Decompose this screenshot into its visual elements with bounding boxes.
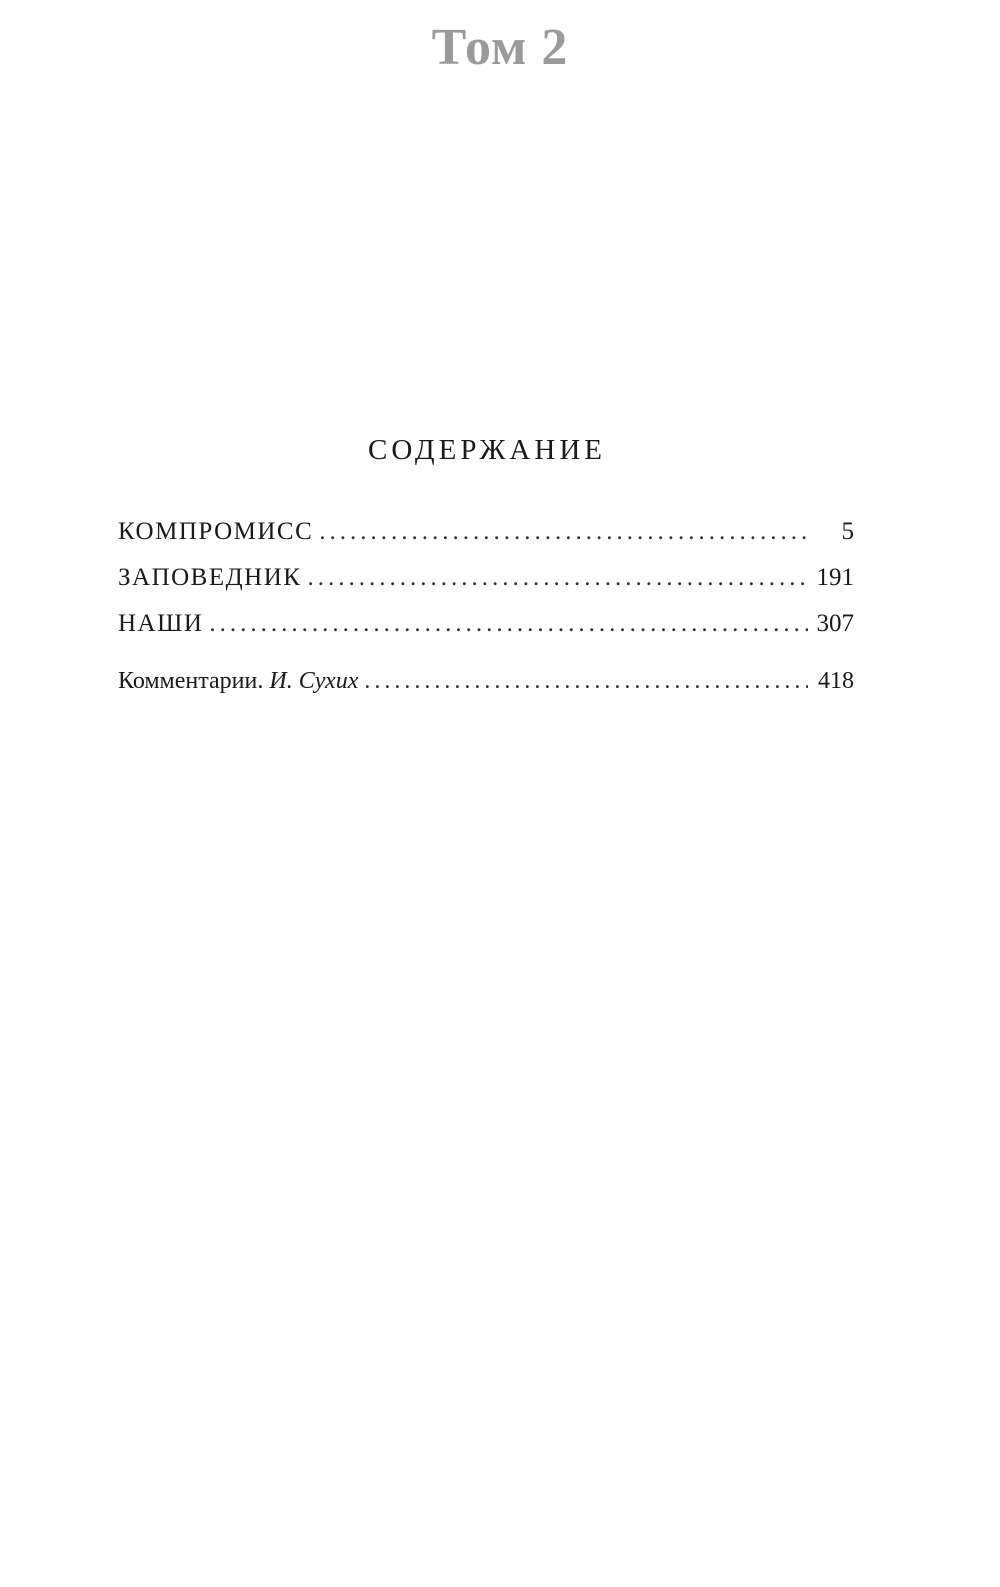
commentary-author: И. Сухих [269,668,359,694]
toc-entry-commentary[interactable] [118,668,854,714]
toc-entry-page: 418 [818,668,854,694]
toc-entry-page: 5 [841,518,854,545]
toc-entry-title: НАШИ [118,610,204,637]
toc-entry[interactable] [118,564,854,610]
commentary-title: Комментарии. [118,668,264,694]
leader-dots [364,668,808,695]
leader-dots [307,564,808,592]
table-of-contents [118,518,854,714]
toc-entry-title: ЗАПОВЕДНИК [118,564,302,591]
toc-entry-page: 191 [816,564,854,591]
volume-title: Том 2 [431,19,569,76]
toc-entry[interactable] [118,518,854,564]
contents-heading: СОДЕРЖАНИЕ [368,434,606,466]
toc-entry-title: КОМПРОМИСС [118,518,314,545]
toc-entry-page: 307 [816,610,854,637]
toc-entry-title [118,668,358,695]
leader-dots [209,610,808,638]
toc-entry[interactable] [118,610,854,656]
leader-dots [319,518,808,546]
